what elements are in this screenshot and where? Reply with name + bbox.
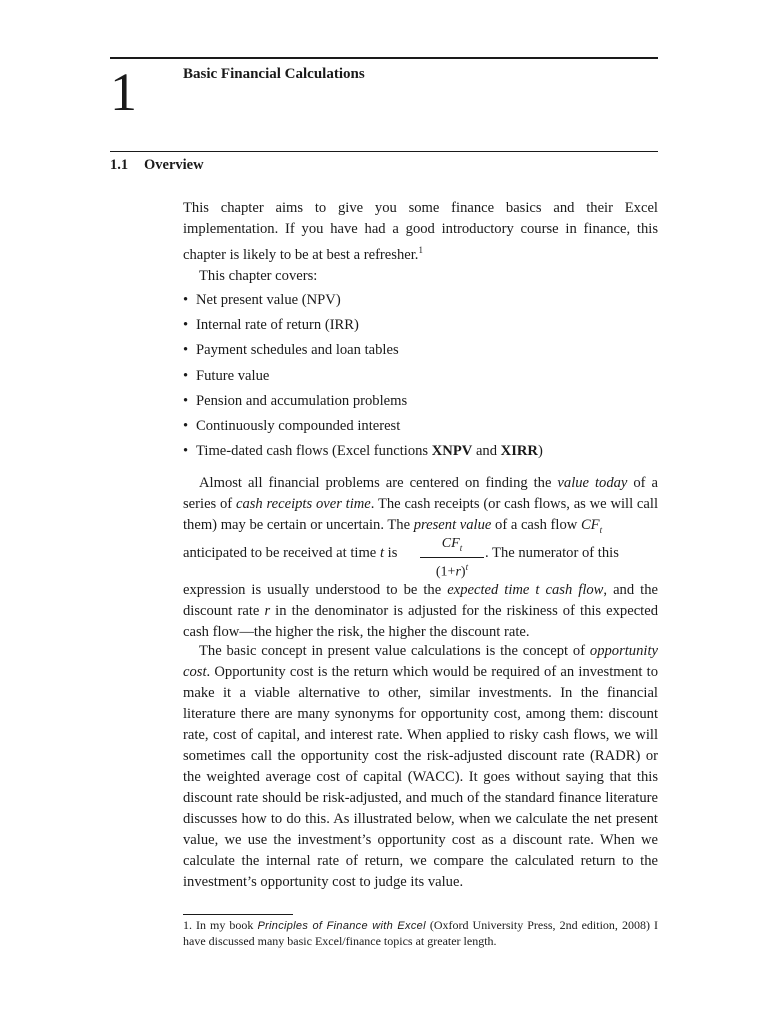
list-item: • Net present value (NPV) — [183, 292, 341, 308]
list-item: • Internal rate of return (IRR) — [183, 317, 359, 334]
chapter-covers-text: This chapter covers: — [199, 267, 318, 284]
section-rule — [110, 151, 658, 152]
footnote-rule — [183, 914, 293, 915]
list-item: • Payment schedules and loan tables — [183, 342, 399, 359]
list-item: • Pension and accumulation problems — [183, 392, 408, 409]
section-title: Overview — [144, 157, 204, 173]
section-number: 1.1 — [110, 157, 129, 173]
list-item: • Continuously compounded interest — [183, 417, 401, 434]
chapter-number: 1 — [110, 62, 137, 122]
pv-formula: $CF_t$ $(1+r)^t$ — [420, 536, 484, 580]
list-item: • Time-dated cash flows (Excel functions XNPV and XIRR) — [183, 443, 543, 460]
intro-paragraph: This chapter aims to give you some finance basics and their Excel implementation. If you have had a good introductory course in finance, this chapter is likely to be at best a refresher.$^1$ — [183, 200, 658, 263]
present-value-paragraph: Almost all financial problems are centered on finding the value today of a series of cash receipts over time. The cash receipts (or cash flows, as we will call them) may be certain or uncertain. The present value of a cash flow $CF_t$ — [183, 475, 658, 535]
opportunity-cost-paragraph: The basic concept in present value calculations is the concept of opportunity cost. Opportunity cost is the return which would be required of an investment to make it a viable alternative to other, similar investments. In the financial literature there are many synonyms for opportunity cost, among them: discount rate, cost of capital, and interest rate. When applied to risky cash flows, we will sometimes call the opportunity cost the risk-adjusted discount rate (RADR) or the weighted average cost of capital (WACC). It goes without saying that this discount rate should be risk-adjusted, and much of the standard finance literature discusses how to do this. As illustrated below, when we calculate the net present value, we use the investment’s opportunity cost as a discount rate. When we calculate the internal rate of return, we compare the calculated return to the investment’s opportunity cost to judge its value. — [183, 643, 658, 890]
topic-list — [183, 290, 658, 466]
chapter-title: Basic Financial Calculations — [183, 66, 365, 82]
footnote: 1. In my book Principles of Finance with Excel (Oxford University Press, 2nd edition, 2008) I have discussed many basic Excel/finance topics at greater length. — [183, 918, 658, 948]
footnote-ref: 1 — [418, 245, 423, 255]
intro-block — [183, 198, 658, 287]
list-item: • Future value — [183, 367, 270, 384]
chapter-top-rule — [110, 57, 658, 59]
expected-cashflow-text: expression is usually understood to be the expected time t cash flow, and the discount rate r in the denominator is adjusted for the riskiness of this expected cash flow—the higher the risk, the higher the discount rate. — [183, 582, 659, 640]
formula-line: anticipated to be received at time t is $CF_t$ $(1+r)^t$ . The numerator of this — [183, 536, 619, 580]
section-heading — [110, 157, 204, 174]
